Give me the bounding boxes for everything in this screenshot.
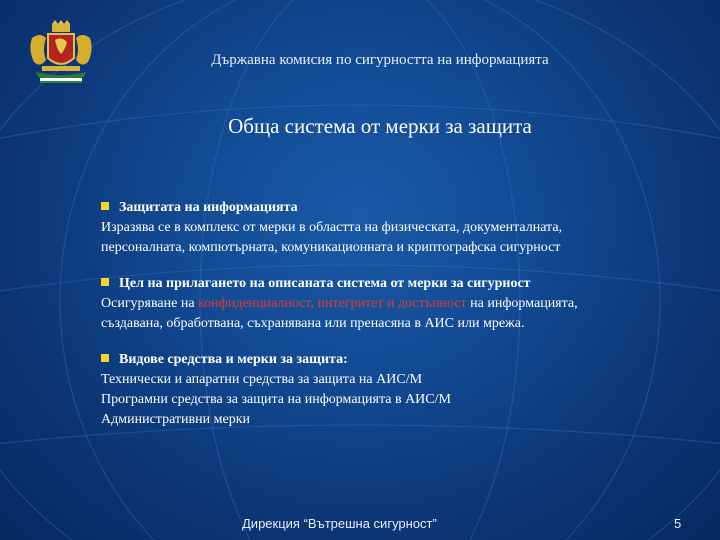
body-text-line: Административни мерки (101, 412, 250, 427)
section-measures (101, 350, 701, 430)
section-purpose (101, 274, 701, 334)
square-bullet-icon (101, 354, 109, 362)
body-text-line: Програмни средства за защита на информацията в АИС/М (101, 392, 451, 407)
body-text-line: Осигуряване на конфиденциалност, интегритет и достъпност на информацията, (101, 296, 578, 311)
section-heading: Защитата на информацията (101, 198, 701, 218)
section-information-protection (101, 198, 701, 258)
highlighted-text: конфиденциалност, интегритет и достъпност (198, 296, 467, 311)
square-bullet-icon (101, 202, 109, 210)
body-text-line: Технически и апаратни средства за защита на АИС/М (101, 372, 423, 387)
page-number: 5 (674, 516, 682, 531)
square-bullet-icon (101, 278, 109, 286)
body-text-line: персоналната, компютърната, комуникационната и криптографска сигурност (101, 240, 561, 255)
body-text-line: Изразява се в комплекс от мерки в областта на физическата, документалната, (101, 220, 563, 235)
body-text-line: създавана, обработвана, съхранявана или пренасяна в АИС или мрежа. (101, 316, 525, 331)
footer-directorate: Дирекция “Вътрешна сигурност” (242, 516, 437, 531)
slide-title: Обща система от мерки за защита (228, 114, 532, 138)
section-heading: Видове средства и мерки за защита: (101, 350, 701, 370)
section-heading: Цел на прилагането на описаната система от мерки за сигурност (101, 274, 701, 294)
organization-header: Държавна комисия по сигурността на информацията (211, 52, 549, 68)
